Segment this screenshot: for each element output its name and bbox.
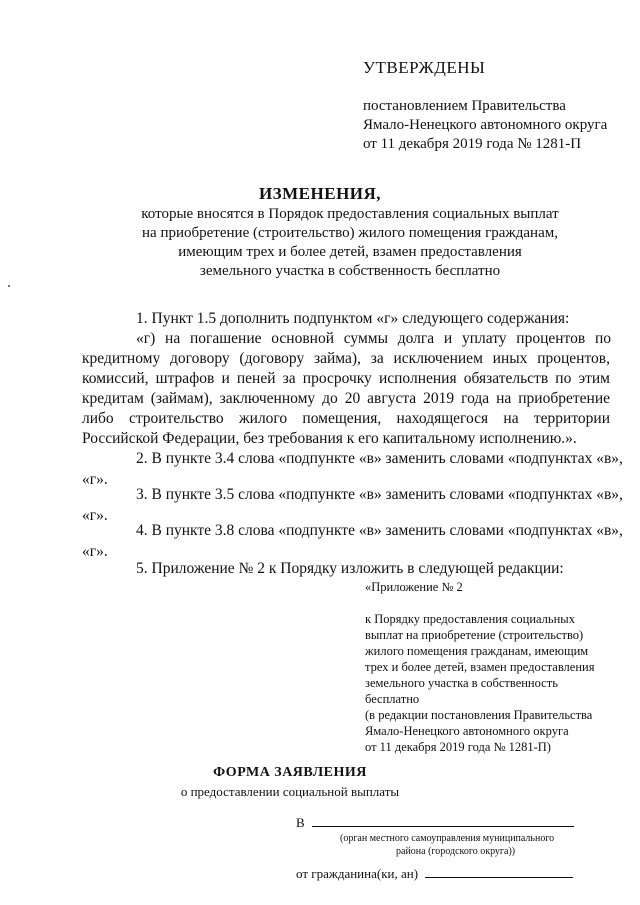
item-3: 3. В пункте 3.5 слова «подпункте «в» заменить словами «подпунктах «в», — [136, 486, 623, 503]
appendix-line: бесплатно — [365, 692, 420, 706]
item-1-line: либо строительство жилого помещения, находящегося на территории — [82, 410, 610, 427]
document-heading: ИЗМЕНЕНИЯ, — [258, 184, 382, 203]
form-title: ФОРМА ЗАЯВЛЕНИЯ — [213, 765, 367, 780]
item-1-line: кредитам (займам), заключенному до 20 августа 2019 года на приобретение — [82, 390, 610, 407]
applicant-label: от гражданина(ки, ан) — [296, 866, 419, 881]
authority-hint: района (городского округа)) — [396, 846, 516, 857]
applicant-line[interactable] — [425, 864, 573, 878]
appendix-line: выплат на приобретение (строительство) — [365, 628, 584, 642]
appendix-line: к Порядку предоставления социальных — [365, 612, 575, 626]
addressee-line[interactable] — [312, 813, 574, 827]
addressee-label: В — [296, 815, 305, 830]
approval-line: от 11 декабря 2019 года № 1281-П — [363, 136, 582, 152]
item-5: 5. Приложение № 2 к Порядку изложить в следующей редакции: — [136, 560, 564, 577]
item-2-cont: «г». — [82, 471, 108, 488]
addressee-field[interactable] — [296, 813, 574, 831]
authority-hint: (орган местного самоуправления муниципального — [340, 833, 555, 844]
subheading-line: имеющим трех и более детей, взамен предоставления — [178, 244, 522, 260]
item-1-intro: 1. Пункт 1.5 дополнить подпунктом «г» следующего содержания: — [136, 310, 570, 327]
form-subtitle: о предоставлении социальной выплаты — [180, 784, 400, 799]
appendix-line: (в редакции постановления Правительства — [365, 708, 593, 722]
scan-speck — [8, 285, 10, 287]
appendix-line: от 11 декабря 2019 года № 1281-П) — [365, 740, 551, 754]
item-2: 2. В пункте 3.4 слова «подпункте «в» заменить словами «подпунктах «в», — [136, 450, 623, 467]
appendix-line: земельного участка в собственность — [365, 676, 558, 690]
subheading-line: земельного участка в собственность бесплатно — [199, 263, 501, 279]
appendix-line: трех и более детей, взамен предоставления — [365, 660, 595, 674]
appendix-line: Ямало-Ненецкого автономного округа — [365, 724, 569, 738]
item-1-line: кредитному договору (договору займа), за исключением иных процентов, — [82, 350, 610, 367]
subheading-line: на приобретение (строительство) жилого помещения гражданам, — [142, 225, 558, 241]
appendix-line: жилого помещения гражданам, имеющим — [365, 644, 589, 658]
item-4: 4. В пункте 3.8 слова «подпункте «в» заменить словами «подпунктах «в», — [136, 522, 623, 539]
item-3-cont: «г». — [82, 507, 108, 524]
approval-line: Ямало-Ненецкого автономного округа — [363, 117, 608, 133]
subheading-line: которые вносятся в Порядок предоставления социальных выплат — [141, 206, 559, 222]
item-4-cont: «г». — [82, 543, 108, 560]
item-1-line: комиссий, штрафов и пеней за просрочку исполнения обязательств по этим — [82, 370, 610, 387]
applicant-field[interactable] — [296, 864, 573, 882]
item-1-line: Российской Федерации, без требования к его капитальному исполнению.». — [82, 430, 577, 447]
approval-line: постановлением Правительства — [363, 98, 566, 114]
approval-title: УТВЕРЖДЕНЫ — [363, 58, 486, 77]
appendix-title: «Приложение № 2 — [365, 580, 463, 594]
item-1-line: «г) на погашение основной суммы долга и уплату процентов по — [136, 330, 611, 347]
